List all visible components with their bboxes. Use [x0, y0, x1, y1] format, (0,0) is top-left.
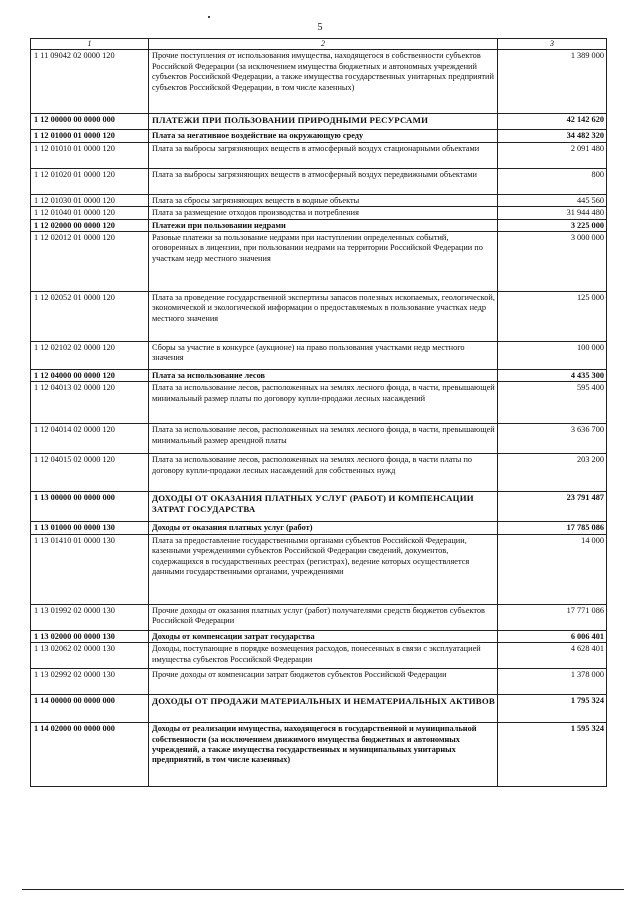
- budget-code-cell: 1 13 02992 02 0000 130: [31, 669, 149, 695]
- amount-cell: 125 000: [498, 292, 607, 342]
- table-row: [31, 370, 607, 382]
- amount-cell: 1 389 000: [498, 50, 607, 114]
- revenue-name-cell: Платежи при пользовании недрами: [149, 219, 498, 231]
- revenue-name-cell: Плата за использование лесов, расположенных на землях лесного фонда, в части, превышающей минимальный размер арендной платы: [149, 424, 498, 454]
- amount-cell: 1 595 324: [498, 723, 607, 787]
- amount-cell: 1 795 324: [498, 695, 607, 723]
- revenue-name-cell: Плата за размещение отходов производства и потребления: [149, 207, 498, 219]
- budget-code-cell: 1 12 04014 02 0000 120: [31, 424, 149, 454]
- budget-code-cell: 1 12 02000 00 0000 120: [31, 219, 149, 231]
- budget-code-cell: 1 13 01000 00 0000 130: [31, 522, 149, 534]
- revenue-name-cell: ДОХОДЫ ОТ ПРОДАЖИ МАТЕРИАЛЬНЫХ И НЕМАТЕРИАЛЬНЫХ АКТИВОВ: [149, 695, 498, 723]
- amount-cell: 14 000: [498, 534, 607, 604]
- amount-cell: 1 378 000: [498, 669, 607, 695]
- budget-code-cell: 1 13 00000 00 0000 000: [31, 492, 149, 522]
- table-row: [31, 382, 607, 424]
- page-number: 5: [317, 22, 323, 33]
- revenue-table: [30, 38, 607, 787]
- table-row: [31, 207, 607, 219]
- budget-code-cell: 1 12 04013 02 0000 120: [31, 382, 149, 424]
- revenue-name-cell: Сборы за участие в конкурсе (аукционе) на право пользования участками недр местного значения: [149, 342, 498, 370]
- amount-cell: 445 560: [498, 194, 607, 206]
- revenue-name-cell: Доходы, поступающие в порядке возмещения расходов, понесенных в связи с эксплуатацией имущества субъектов Российской Федерации: [149, 643, 498, 669]
- amount-cell: 100 000: [498, 342, 607, 370]
- budget-code-cell: 1 14 02000 00 0000 000: [31, 723, 149, 787]
- revenue-name-cell: Плата за проведение государственной экспертизы запасов полезных ископаемых, геологической, экономической и экологической информации о предоставляемых в пользование участках недр местного значения: [149, 292, 498, 342]
- table-row: [31, 630, 607, 642]
- table-row: [31, 50, 607, 114]
- revenue-name-cell: Прочие поступления от использования имущества, находящегося в собственности субъектов Российской Федерации (за исключением имущества бюджетных и автономных учреждений субъектов Российской Федерации, а также имущества государственных унитарных предприятий субъектов Российской Федерации, в том числе казенных): [149, 50, 498, 114]
- revenue-name-cell: ПЛАТЕЖИ ПРИ ПОЛЬЗОВАНИИ ПРИРОДНЫМИ РЕСУРСАМИ: [149, 114, 498, 130]
- table-row: [31, 604, 607, 630]
- amount-cell: 3 225 000: [498, 219, 607, 231]
- amount-cell: 4 435 300: [498, 370, 607, 382]
- amount-cell: 42 142 620: [498, 114, 607, 130]
- budget-code-cell: 1 13 02000 00 0000 130: [31, 630, 149, 642]
- amount-cell: 34 482 320: [498, 130, 607, 142]
- revenue-name-cell: Плата за использование лесов, расположенных на землях лесного фонда, в части, превышающей минимальный размер платы по договору купли-продажи лесных насаждений: [149, 382, 498, 424]
- footer-rule: [22, 889, 624, 890]
- budget-code-cell: 1 12 02012 01 0000 120: [31, 232, 149, 292]
- table-row: [31, 522, 607, 534]
- budget-code-cell: 1 14 00000 00 0000 000: [31, 695, 149, 723]
- amount-cell: 595 400: [498, 382, 607, 424]
- budget-code-cell: 1 12 01000 01 0000 120: [31, 130, 149, 142]
- revenue-name-cell: Прочие доходы от оказания платных услуг (работ) получателями средств бюджетов субъектов Российской Федерации: [149, 604, 498, 630]
- table-row: [31, 130, 607, 142]
- budget-code-cell: 1 12 02052 01 0000 120: [31, 292, 149, 342]
- budget-code-cell: 1 13 01410 01 0000 130: [31, 534, 149, 604]
- revenue-name-cell: Плата за использование лесов, расположенных на землях лесного фонда, в части платы по договору купли-продажи лесных насаждений для собственных нужд: [149, 454, 498, 492]
- revenue-name-cell: Доходы от оказания платных услуг (работ): [149, 522, 498, 534]
- revenue-name-cell: Плата за выбросы загрязняющих веществ в атмосферный воздух стационарными объектами: [149, 142, 498, 168]
- column-header-code: 1: [31, 39, 149, 50]
- amount-cell: 6 006 401: [498, 630, 607, 642]
- amount-cell: 4 628 401: [498, 643, 607, 669]
- budget-code-cell: 1 12 04015 02 0000 120: [31, 454, 149, 492]
- revenue-name-cell: Доходы от реализации имущества, находящегося в государственной и муниципальной собственности (за исключением движимого имущества бюджетных и автономных учреждений, а также имущества государственных и муниципальных унитарных предприятий, в том числе казенных): [149, 723, 498, 787]
- revenue-name-cell: Плата за выбросы загрязняющих веществ в атмосферный воздух передвижными объектами: [149, 168, 498, 194]
- table-row: [31, 695, 607, 723]
- table-row: [31, 723, 607, 787]
- amount-cell: 23 791 487: [498, 492, 607, 522]
- budget-code-cell: 1 11 09042 02 0000 120: [31, 50, 149, 114]
- table-row: [31, 492, 607, 522]
- budget-code-cell: 1 12 01030 01 0000 120: [31, 194, 149, 206]
- amount-cell: 800: [498, 168, 607, 194]
- revenue-name-cell: Плата за предоставление государственными органами субъектов Российской Федерации, казенными учреждениями субъектов Российской Федерации сведений, документов, содержащихся в государственных реестрах (регистрах), ведение которых осуществляется данными государственными органами, учреждениями: [149, 534, 498, 604]
- table-row: [31, 534, 607, 604]
- table-row: [31, 454, 607, 492]
- budget-code-cell: 1 12 04000 00 0000 120: [31, 370, 149, 382]
- budget-code-cell: 1 12 02102 02 0000 120: [31, 342, 149, 370]
- table-row: [31, 669, 607, 695]
- column-header-amount: 3: [498, 39, 607, 50]
- amount-cell: 3 636 700: [498, 424, 607, 454]
- table-body: [31, 50, 607, 787]
- table-header-row: [31, 39, 607, 50]
- table-row: [31, 194, 607, 206]
- budget-code-cell: 1 12 01040 01 0000 120: [31, 207, 149, 219]
- budget-code-cell: 1 13 02062 02 0000 130: [31, 643, 149, 669]
- column-header-name: 2: [149, 39, 498, 50]
- amount-cell: 3 000 000: [498, 232, 607, 292]
- amount-cell: 31 944 480: [498, 207, 607, 219]
- table-row: [31, 219, 607, 231]
- revenue-name-cell: Плата за сбросы загрязняющих веществ в водные объекты: [149, 194, 498, 206]
- budget-code-cell: 1 13 01992 02 0000 130: [31, 604, 149, 630]
- budget-code-cell: 1 12 00000 00 0000 000: [31, 114, 149, 130]
- revenue-name-cell: ДОХОДЫ ОТ ОКАЗАНИЯ ПЛАТНЫХ УСЛУГ (РАБОТ) И КОМПЕНСАЦИИ ЗАТРАТ ГОСУДАРСТВА: [149, 492, 498, 522]
- revenue-name-cell: Разовые платежи за пользование недрами при наступлении определенных событий, оговоренных в лицензии, при пользовании недрами на территории Российской Федерации по участкам недр местного значения: [149, 232, 498, 292]
- revenue-name-cell: Доходы от компенсации затрат государства: [149, 630, 498, 642]
- amount-cell: 17 771 086: [498, 604, 607, 630]
- table-row: [31, 142, 607, 168]
- scan-speck: [208, 16, 210, 18]
- revenue-name-cell: Плата за использование лесов: [149, 370, 498, 382]
- table-row: [31, 342, 607, 370]
- budget-code-cell: 1 12 01020 01 0000 120: [31, 168, 149, 194]
- budget-code-cell: 1 12 01010 01 0000 120: [31, 142, 149, 168]
- table-row: [31, 114, 607, 130]
- amount-cell: 2 091 480: [498, 142, 607, 168]
- amount-cell: 17 785 086: [498, 522, 607, 534]
- revenue-name-cell: Прочие доходы от компенсации затрат бюджетов субъектов Российской Федерации: [149, 669, 498, 695]
- table-row: [31, 292, 607, 342]
- table-row: [31, 643, 607, 669]
- table-row: [31, 168, 607, 194]
- table-row: [31, 424, 607, 454]
- amount-cell: 203 200: [498, 454, 607, 492]
- revenue-name-cell: Плата за негативное воздействие на окружающую среду: [149, 130, 498, 142]
- table-row: [31, 232, 607, 292]
